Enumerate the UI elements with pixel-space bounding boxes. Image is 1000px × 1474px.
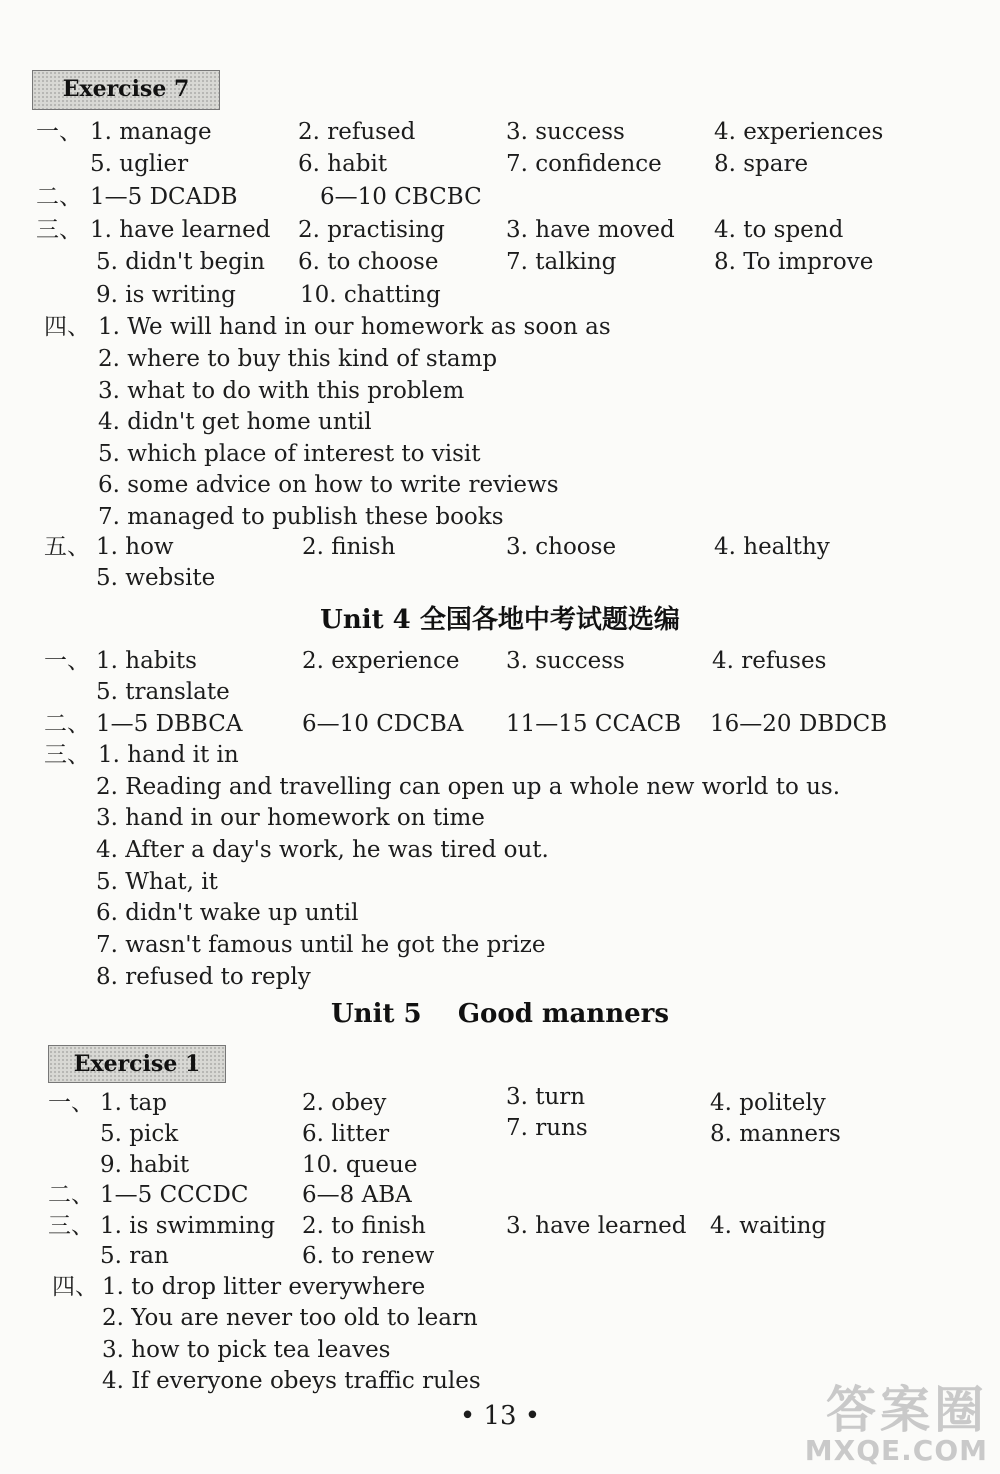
u5-s1-row2 (0, 1115, 1000, 1150)
section-marker: 一、 (44, 648, 90, 674)
answer-item: 6. didn't wake up until (96, 900, 359, 926)
section-marker: 三、 (36, 217, 82, 243)
answer-item: 5. uglier (90, 151, 189, 177)
u4-s3-row8 (0, 961, 1000, 993)
answer-item: 1—5 DBBCA (96, 711, 243, 737)
ex7-s4-row7 (0, 501, 1000, 533)
answer-item: 1. We will hand in our homework as soon as (98, 314, 611, 340)
answer-item: 3. how to pick tea leaves (102, 1337, 391, 1363)
u5-s3-row2 (0, 1240, 1000, 1272)
answer-item: 5. didn't begin (96, 249, 265, 275)
answer-item: 2. to finish (302, 1213, 426, 1239)
answer-item: 2. experience (302, 648, 460, 674)
answer-item: 5. What, it (96, 869, 218, 895)
ex7-s5-row1 (0, 531, 1000, 563)
answer-item: 7. confidence (506, 151, 662, 177)
section-marker: 二、 (44, 711, 90, 737)
answer-item: 7. managed to publish these books (98, 504, 504, 530)
section-marker: 三、 (44, 742, 90, 768)
ex7-s3-row3 (0, 279, 1000, 311)
section-marker: 四、 (44, 314, 90, 340)
answer-item: 1. manage (90, 119, 212, 145)
answer-item: 6—8 ABA (302, 1182, 412, 1208)
answer-item: 8. manners (710, 1121, 841, 1147)
answer-item: 1—5 DCADB (90, 184, 238, 210)
ex7-s3-row2 (0, 246, 1000, 278)
answer-item: 6. habit (298, 151, 388, 177)
ex7-s1-row1 (0, 116, 1000, 148)
answer-item: 6. to choose (298, 249, 439, 275)
exercise-7-label: Exercise 7 (32, 70, 220, 110)
answer-item: 16—20 DBDCB (710, 711, 888, 737)
watermark-site: MXQE.COM (804, 1434, 988, 1467)
u4-s3-row4 (0, 834, 1000, 866)
answer-item: 4. didn't get home until (98, 409, 372, 435)
ex7-s4-row6 (0, 469, 1000, 501)
ex7-s5-row2 (0, 562, 1000, 594)
u4-s3-row6 (0, 897, 1000, 929)
answer-item: 4. healthy (714, 534, 830, 560)
ex7-s1-row2 (0, 148, 1000, 180)
answer-item: 1. to drop litter everywhere (102, 1274, 426, 1300)
answer-item: 11—15 CCACB (506, 711, 682, 737)
answer-item: 2. Reading and travelling can open up a whole new world to us. (96, 774, 841, 800)
answer-item: 2. practising (298, 217, 445, 243)
ex7-s4-row1 (0, 311, 1000, 343)
answer-item: 7. talking (506, 249, 617, 275)
answer-item: 3. success (506, 119, 625, 145)
u4-s1-row2 (0, 676, 1000, 708)
answer-item: 3. turn (506, 1084, 586, 1110)
answer-item: 5. which place of interest to visit (98, 441, 481, 467)
u5-s4-row3 (0, 1334, 1000, 1366)
answer-item: 3. have learned (506, 1213, 687, 1239)
answer-item: 6—10 CBCBC (320, 184, 482, 210)
answer-item: 4. politely (710, 1090, 826, 1116)
section-marker: 一、 (36, 119, 82, 145)
u4-s3-row7 (0, 929, 1000, 961)
answer-item: 2. obey (302, 1090, 387, 1116)
answer-item: 5. translate (96, 679, 230, 705)
answer-item: 5. website (96, 565, 216, 591)
u4-s3-row1 (0, 739, 1000, 771)
ex7-s2-row (0, 181, 1000, 213)
ex7-s4-row5 (0, 438, 1000, 470)
answer-item: 1. have learned (90, 217, 271, 243)
answer-item: 6. litter (302, 1121, 390, 1147)
u5-s2-row (0, 1179, 1000, 1211)
answer-item: 7. wasn't famous until he got the prize (96, 932, 546, 958)
answer-item: 10. chatting (300, 282, 441, 308)
answer-item: 3. have moved (506, 217, 675, 243)
u5-s1-row1 (0, 1084, 1000, 1119)
answer-item: 2. finish (302, 534, 396, 560)
answer-item: 6. some advice on how to write reviews (98, 472, 559, 498)
u4-s3-row3 (0, 802, 1000, 834)
watermark-logo-text: 答案圈 (826, 1381, 988, 1439)
ex7-s4-row2 (0, 343, 1000, 375)
u5-s4-row1 (0, 1271, 1000, 1303)
answer-item: 6. to renew (302, 1243, 435, 1269)
answer-item: 3. what to do with this problem (98, 378, 465, 404)
answer-item: 1. is swimming (100, 1213, 276, 1239)
answer-item: 4. If everyone obeys traffic rules (102, 1368, 481, 1394)
answer-item: 9. is writing (96, 282, 236, 308)
u4-s2-row (0, 708, 1000, 740)
u4-s1-row1 (0, 645, 1000, 677)
answer-item: 3. success (506, 648, 625, 674)
answer-item: 2. where to buy this kind of stamp (98, 346, 498, 372)
answer-item: 8. spare (714, 151, 809, 177)
page-number: • 13 • (459, 1401, 541, 1431)
answer-item: 5. pick (100, 1121, 179, 1147)
answer-item: 4. experiences (714, 119, 884, 145)
section-marker: 一、 (48, 1090, 94, 1116)
answer-item: 1—5 CCCDC (100, 1182, 249, 1208)
answer-item: 1. tap (100, 1090, 167, 1116)
answer-item: 3. choose (506, 534, 617, 560)
section-marker: 五、 (44, 534, 90, 560)
answer-item: 7. runs (506, 1115, 588, 1141)
watermark-logo (804, 1381, 988, 1467)
answer-item: 9. habit (100, 1152, 190, 1178)
answer-item: 5. ran (100, 1243, 169, 1269)
answer-item: 4. waiting (710, 1213, 827, 1239)
section-marker: 二、 (48, 1182, 94, 1208)
ex7-s4-row3 (0, 375, 1000, 407)
unit-5-title: Unit 5 Good manners (331, 999, 669, 1029)
ex7-s4-row4 (0, 406, 1000, 438)
answer-item: 4. refuses (712, 648, 827, 674)
u5-s1-row3 (0, 1149, 1000, 1181)
answer-item: 3. hand in our homework on time (96, 805, 485, 831)
answer-item: 2. You are never too old to learn (102, 1305, 478, 1331)
answer-item: 4. to spend (714, 217, 844, 243)
u5-s3-row1 (0, 1210, 1000, 1242)
exercise-1-label: Exercise 1 (48, 1045, 226, 1083)
unit-4-title: Unit 4 全国各地中考试题选编 (320, 605, 680, 635)
answer-item: 2. refused (298, 119, 416, 145)
ex7-s3-row1 (0, 214, 1000, 246)
answer-item: 8. To improve (714, 249, 874, 275)
answer-item: 10. queue (302, 1152, 418, 1178)
answer-item: 4. After a day's work, he was tired out. (96, 837, 549, 863)
answer-item: 1. hand it in (98, 742, 239, 768)
section-marker: 二、 (36, 184, 82, 210)
answer-item: 1. habits (96, 648, 197, 674)
answer-item: 8. refused to reply (96, 964, 311, 990)
u5-s4-row2 (0, 1302, 1000, 1334)
answer-item: 6—10 CDCBA (302, 711, 464, 737)
u4-s3-row5 (0, 866, 1000, 898)
answer-item: 1. how (96, 534, 174, 560)
section-marker: 四、 (52, 1274, 98, 1300)
u4-s3-row2 (0, 771, 1000, 803)
section-marker: 三、 (48, 1213, 94, 1239)
